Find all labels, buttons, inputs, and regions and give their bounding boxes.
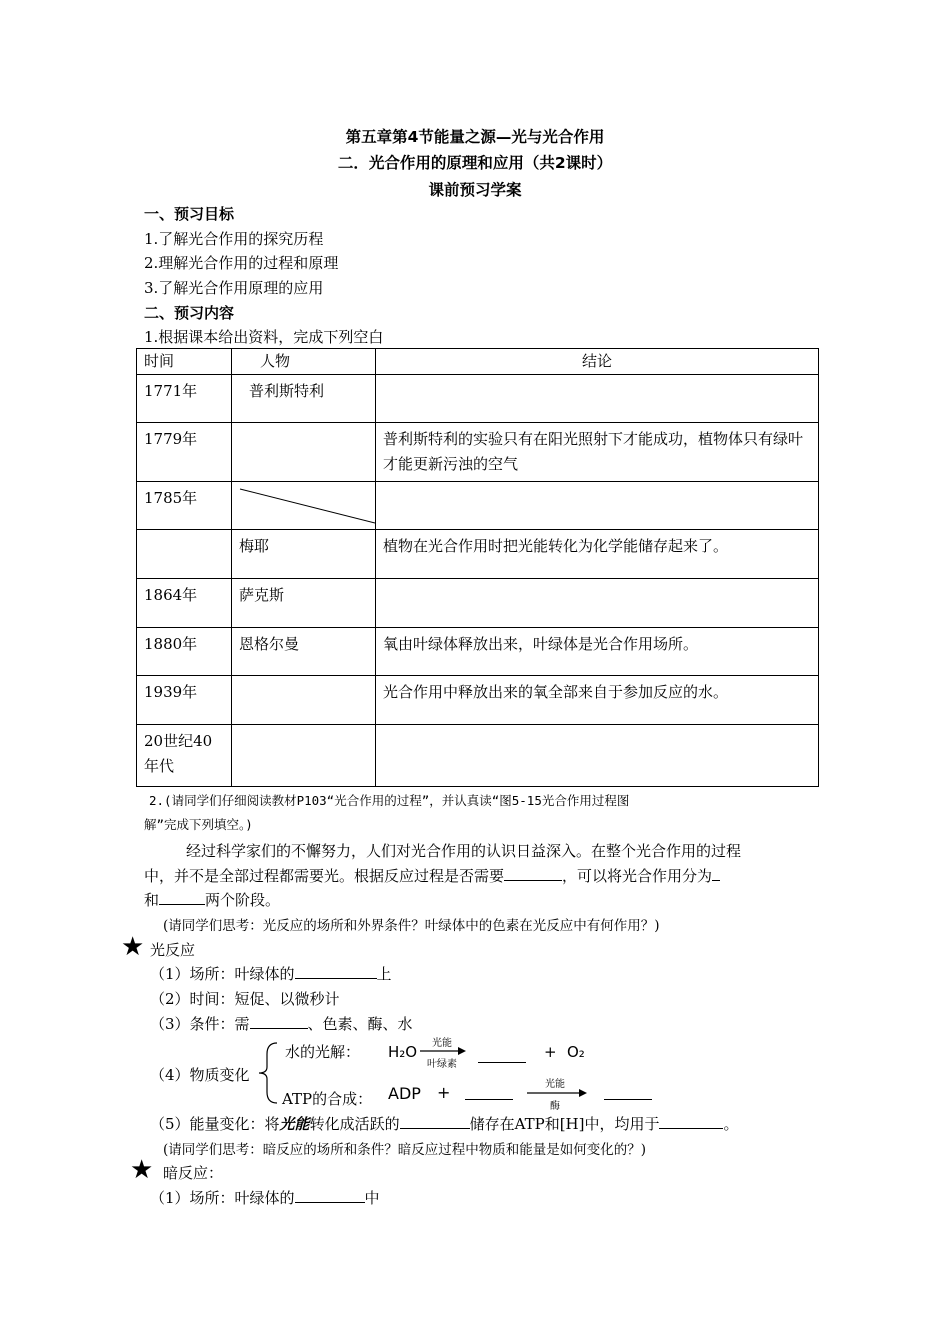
cell-conclusion — [376, 579, 819, 628]
cell-conclusion — [376, 725, 819, 787]
cell-time: 1880年 — [137, 628, 232, 676]
oxygen-product: O₂ — [567, 1043, 585, 1061]
cell-person: 萨克斯 — [232, 579, 376, 628]
arrow2-condition-top: 光能 — [545, 1079, 565, 1090]
cell-conclusion — [376, 482, 819, 530]
brace-icon — [255, 1040, 281, 1106]
section2-heading: 二、预习内容 — [144, 304, 235, 322]
atp-synthesis-label: ATP的合成： — [282, 1090, 373, 1108]
q2-line2: 解”完成下列填空。) — [144, 817, 253, 832]
cell-conclusion — [376, 375, 819, 423]
blank-water-product[interactable] — [478, 1048, 526, 1063]
header-person: 人物 — [232, 349, 376, 375]
cell-time: 1864年 — [137, 579, 232, 628]
q2-line1: 2.(请同学们仔细阅读教材P103“光合作用的过程”，并认真读“图5-15光合作用过程图 — [149, 793, 630, 808]
star-icon-2: ★ — [130, 1155, 154, 1185]
blank-atp-reactant[interactable] — [465, 1085, 513, 1100]
dark-site: （1）场所：叶绿体的 中 — [150, 1189, 380, 1207]
think-light: (请同学们思考：光反应的场所和外界条件？叶绿体中的色素在光反应中有何作用？) — [163, 918, 660, 934]
table-row — [137, 676, 819, 725]
blank-atp-product[interactable] — [604, 1085, 652, 1100]
table-row — [137, 375, 819, 423]
cell-person: 梅耶 — [232, 530, 376, 579]
blank-stage1[interactable] — [712, 866, 720, 881]
cell-time — [137, 530, 232, 579]
cell-time: 1939年 — [137, 676, 232, 725]
blank-energy-form[interactable] — [400, 1114, 470, 1129]
blank-energy-use[interactable] — [659, 1114, 723, 1129]
cell-conclusion: 氧由叶绿体释放出来，叶绿体是光合作用场所。 — [376, 628, 819, 676]
arrow1-condition-top: 光能 — [432, 1038, 452, 1049]
table-row — [137, 482, 819, 530]
header-time: 时间 — [137, 349, 232, 375]
goal-3: 3.了解光合作用原理的应用 — [144, 279, 324, 297]
table-row — [137, 530, 819, 579]
history-table — [136, 348, 819, 787]
energy-change: （5）能量变化：将光能转化成活跃的 储存在ATP和[H]中，均用于 。 — [150, 1115, 739, 1133]
light-time: （2）时间：短促、以微秒计 — [150, 990, 340, 1008]
table-row — [137, 423, 819, 482]
q2-para-line2: 中，并不是全部过程都需要光。根据反应过程是否需要 ，可以将光合作用分为 — [144, 865, 720, 886]
cell-person-slashed — [232, 482, 376, 530]
light-condition: （3）条件：需 、色素、酶、水 — [150, 1015, 413, 1033]
q2-para-line1: 经过科学家们的不懈努力，人们对光合作用的认识日益深入。在整个光合作用的过程 — [186, 842, 742, 860]
header-conclusion: 结论 — [376, 349, 819, 375]
cell-time: 1771年 — [137, 375, 232, 423]
dark-title: 暗反应： — [163, 1164, 224, 1182]
cell-person — [232, 725, 376, 787]
arrow1-condition-bottom: 叶绿素 — [427, 1059, 457, 1070]
table-row — [137, 725, 819, 787]
cell-conclusion: 光合作用中释放出来的氧全部来自于参加反应的水。 — [376, 676, 819, 725]
cell-conclusion: 普利斯特利的实验只有在阳光照射下才能成功，植物体只有绿叶才能更新污浊的空气 — [376, 423, 819, 482]
cell-time: 1779年 — [137, 423, 232, 482]
blank-light-site[interactable] — [295, 964, 377, 979]
water-photolysis-label: 水的光解： — [285, 1043, 361, 1061]
adp-reactant: ADP — [388, 1084, 421, 1103]
water-reactant: H₂O — [388, 1043, 418, 1061]
cell-person: 恩格尔曼 — [232, 628, 376, 676]
blank-dark-site[interactable] — [295, 1188, 365, 1203]
reaction-arrow-icon — [420, 1047, 466, 1055]
plus-sign-2: + — [437, 1083, 451, 1102]
blank-light-need[interactable] — [504, 866, 562, 881]
think-dark: (请同学们思考：暗反应的场所和条件？暗反应过程中物质和能量是如何变化的？) — [163, 1142, 647, 1158]
arrow2-condition-bottom: 酶 — [550, 1101, 560, 1112]
light-title: 光反应 — [150, 941, 196, 959]
blank-light-condition[interactable] — [250, 1014, 308, 1029]
table-row — [137, 628, 819, 676]
star-icon: ★ — [121, 932, 145, 962]
diagonal-slash — [232, 482, 375, 530]
cell-conclusion: 植物在光合作用时把光能转化为化学能储存起来了。 — [376, 530, 819, 579]
light-site: （1）场所：叶绿体的 上 — [150, 965, 392, 983]
goal-2: 2.理解光合作用的过程和原理 — [144, 254, 339, 272]
cell-person: 普利斯特利 — [232, 375, 376, 423]
reaction-arrow-icon-2 — [527, 1089, 587, 1097]
material-change-label: （4）物质变化 — [150, 1066, 250, 1084]
table-row — [137, 579, 819, 628]
doc-title: 第五章第4节能量之源—光与光合作用 — [345, 128, 605, 146]
cell-person — [232, 423, 376, 482]
blank-stage2[interactable] — [159, 890, 205, 905]
plus-sign: + — [544, 1043, 557, 1061]
cell-time: 1785年 — [137, 482, 232, 530]
cell-person — [232, 676, 376, 725]
section1-heading: 一、预习目标 — [144, 205, 235, 223]
goal-1: 1.了解光合作用的探究历程 — [144, 230, 324, 248]
cell-time: 20世纪40年代 — [137, 725, 232, 787]
section2-intro: 1.根据课本给出资料，完成下列空白 — [144, 328, 384, 346]
doc-subtitle-2: 课前预习学案 — [428, 181, 522, 199]
doc-subtitle: 二．光合作用的原理和应用（共2课时） — [337, 154, 613, 172]
q2-para-line3: 和 两个阶段。 — [144, 891, 281, 909]
